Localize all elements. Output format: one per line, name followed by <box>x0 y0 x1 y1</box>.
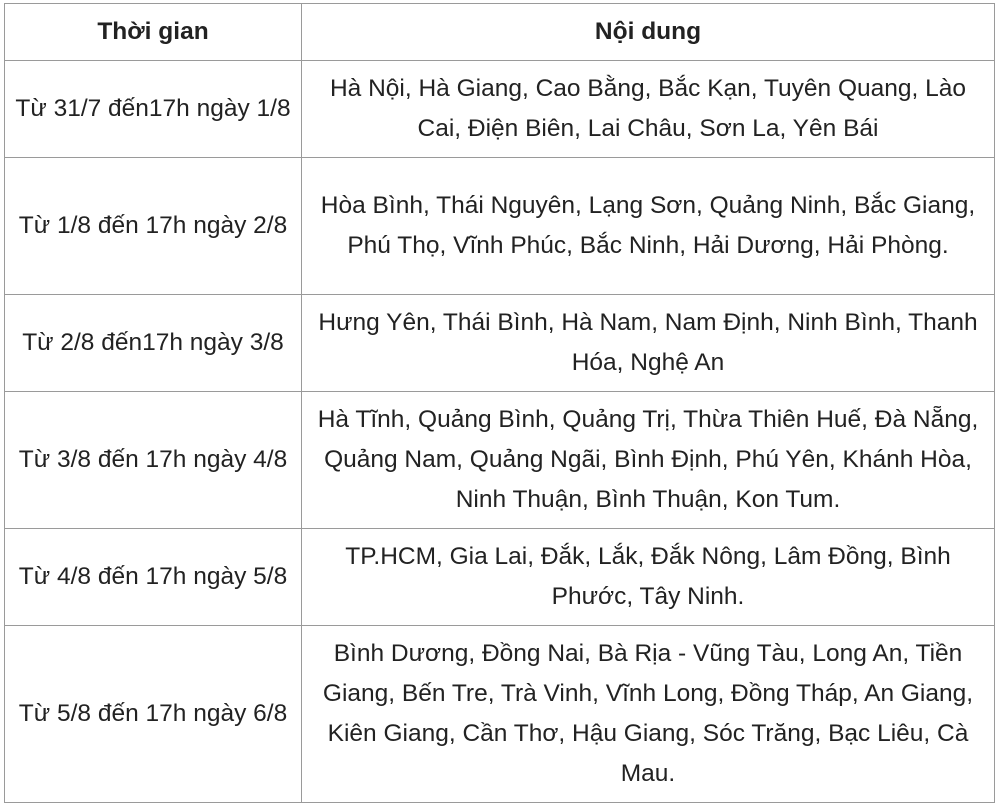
time-cell: Từ 1/8 đến 17h ngày 2/8 <box>5 158 302 295</box>
time-cell: Từ 5/8 đến 17h ngày 6/8 <box>5 626 302 803</box>
schedule-table <box>4 3 995 803</box>
table-row <box>5 626 995 803</box>
content-cell: TP.HCM, Gia Lai, Đắk, Lắk, Đắk Nông, Lâm Đồng, Bình Phước, Tây Ninh. <box>302 529 995 626</box>
time-cell: Từ 3/8 đến 17h ngày 4/8 <box>5 392 302 529</box>
content-cell: Hưng Yên, Thái Bình, Hà Nam, Nam Định, Ninh Bình, Thanh Hóa, Nghệ An <box>302 295 995 392</box>
time-cell: Từ 31/7 đến17h ngày 1/8 <box>5 61 302 158</box>
content-cell: Hà Nội, Hà Giang, Cao Bằng, Bắc Kạn, Tuyên Quang, Lào Cai, Điện Biên, Lai Châu, Sơn La, Yên Bái <box>302 61 995 158</box>
header-content: Nội dung <box>302 4 995 61</box>
content-cell: Bình Dương, Đồng Nai, Bà Rịa - Vũng Tàu, Long An, Tiền Giang, Bến Tre, Trà Vinh, Vĩnh Long, Đồng Tháp, An Giang, Kiên Giang, Cần Thơ, Hậu Giang, Sóc Trăng, Bạc Liêu, Cà Mau. <box>302 626 995 803</box>
table-row <box>5 392 995 529</box>
content-cell: Hòa Bình, Thái Nguyên, Lạng Sơn, Quảng Ninh, Bắc Giang, Phú Thọ, Vĩnh Phúc, Bắc Ninh, Hải Dương, Hải Phòng. <box>302 158 995 295</box>
time-cell: Từ 2/8 đến17h ngày 3/8 <box>5 295 302 392</box>
table-row <box>5 295 995 392</box>
header-time: Thời gian <box>5 4 302 61</box>
table-header-row <box>5 4 995 61</box>
content-cell: Hà Tĩnh, Quảng Bình, Quảng Trị, Thừa Thiên Huế, Đà Nẵng, Quảng Nam, Quảng Ngãi, Bình Định, Phú Yên, Khánh Hòa, Ninh Thuận, Bình Thuận, Kon Tum. <box>302 392 995 529</box>
table-row <box>5 158 995 295</box>
table-row <box>5 529 995 626</box>
time-cell: Từ 4/8 đến 17h ngày 5/8 <box>5 529 302 626</box>
table-row <box>5 61 995 158</box>
